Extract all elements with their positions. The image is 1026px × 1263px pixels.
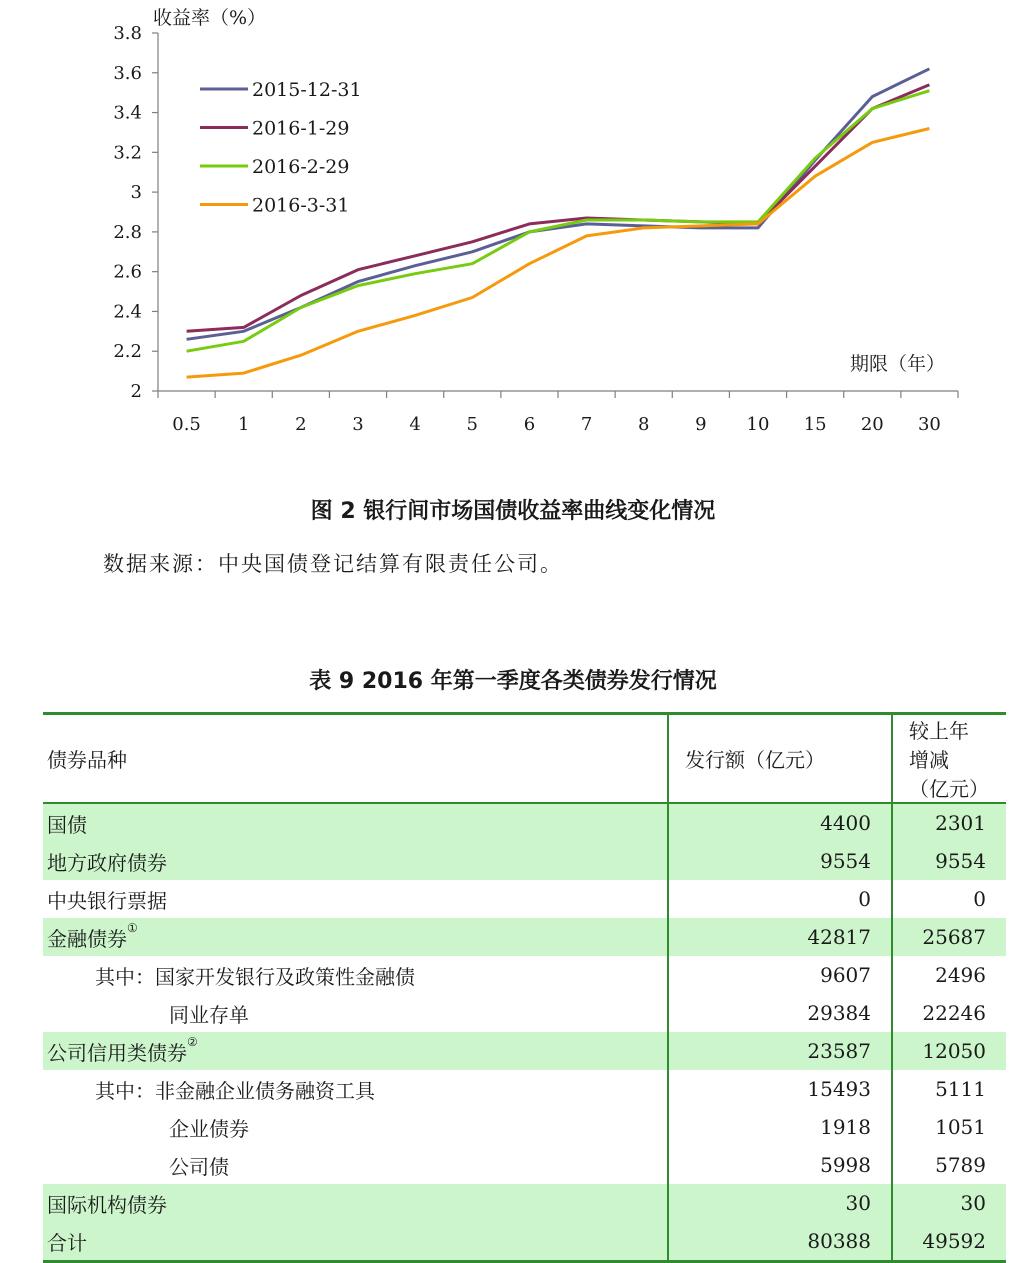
yield-curve-chart: [0, 0, 1026, 470]
row-issue: 29384: [668, 994, 892, 1032]
x-tick-label: 10: [746, 414, 770, 435]
row-change: 22246: [922, 1001, 986, 1025]
header-yoy-change: 较上年增减（亿元）: [909, 719, 989, 801]
row-change: 0: [973, 887, 986, 911]
y-tick-label: 3: [130, 182, 142, 204]
row-issue: 30: [668, 1184, 892, 1222]
row-label: 金融债券①: [43, 918, 668, 956]
row-label: 企业债券: [43, 1108, 668, 1146]
row-label: 其中：非金融企业债务融资工具: [43, 1070, 668, 1108]
legend-label: 2016-2-29: [252, 156, 350, 178]
y-tick-label: 3.2: [113, 142, 142, 164]
table-row: [43, 803, 1006, 842]
y-tick-label: 2: [130, 381, 142, 402]
bond-issuance-table: [43, 712, 1006, 1263]
x-tick-label: 1: [237, 414, 250, 435]
row-issue: 23587: [668, 1032, 892, 1070]
row-label: 公司信用类债券②: [43, 1032, 668, 1070]
table-row: [43, 1108, 1006, 1146]
row-issue: 80388: [668, 1222, 892, 1262]
row-issue: 1918: [668, 1108, 892, 1146]
table-row: [43, 956, 1006, 994]
legend-label: 2015-12-31: [252, 79, 362, 101]
source-note: 数据来源：中央国债登记结算有限责任公司。: [103, 552, 563, 576]
x-tick-label: 6: [523, 414, 536, 435]
row-change: 12050: [892, 1032, 1006, 1070]
x-tick-label: 30: [917, 414, 941, 435]
table-row: [43, 1184, 1006, 1222]
row-label: 国际机构债券: [43, 1184, 668, 1222]
footnote-marker: ①: [127, 920, 138, 935]
row-change: 2496: [935, 963, 986, 987]
row-issue: 42817: [668, 918, 892, 956]
row-change: 30: [892, 1184, 1006, 1222]
y-tick-label: 2.4: [113, 301, 142, 323]
table-row: [43, 994, 1006, 1032]
table-header-row: [43, 714, 1006, 804]
row-label: 国债: [43, 803, 668, 842]
x-axis-title: 期限（年）: [850, 353, 946, 375]
x-tick-label: 8: [637, 414, 650, 435]
table-total-row: [43, 1222, 1006, 1262]
row-issue: 0: [668, 880, 892, 918]
row-change: 9554: [892, 842, 1006, 880]
row-issue: 9607: [668, 956, 892, 994]
header-issue-amount: 发行额（亿元）: [668, 714, 892, 804]
row-label: 公司债: [43, 1146, 668, 1184]
x-tick-label: 0.5: [172, 414, 201, 435]
table-row: [43, 1070, 1006, 1108]
row-change: 1051: [935, 1115, 986, 1139]
table-row: [43, 880, 1006, 918]
row-label: 中央银行票据: [43, 880, 668, 918]
y-tick-label: 2.8: [113, 221, 142, 243]
table-row: [43, 918, 1006, 956]
x-tick-label: 3: [352, 414, 364, 435]
x-tick-label: 5: [466, 414, 479, 435]
x-tick-label: 4: [409, 414, 421, 435]
row-change: 5789: [935, 1153, 986, 1177]
header-bond-type: 债券品种: [43, 714, 668, 804]
y-tick-label: 2.6: [113, 261, 142, 283]
figure-caption: 图 2 银行间市场国债收益率曲线变化情况: [310, 499, 716, 524]
x-tick-label: 20: [860, 414, 884, 435]
row-issue: 15493: [668, 1070, 892, 1108]
row-label: 其中：国家开发银行及政策性金融债: [43, 956, 668, 994]
y-axis-title: 收益率（%）: [153, 7, 267, 29]
table-row: [43, 842, 1006, 880]
row-issue: 9554: [668, 842, 892, 880]
footnote-marker: ②: [187, 1034, 198, 1049]
x-tick-label: 15: [803, 414, 827, 435]
legend-label: 2016-3-31: [252, 194, 350, 217]
row-label: 同业存单: [43, 994, 668, 1032]
row-change: 5111: [935, 1077, 986, 1101]
chart-series-group: [187, 69, 930, 377]
x-tick-label: 7: [580, 414, 593, 435]
table-row: [43, 1146, 1006, 1184]
x-tick-label: 2: [295, 414, 307, 435]
row-label: 地方政府债券: [43, 842, 668, 880]
legend-label: 2016-1-29: [252, 117, 350, 140]
y-tick-label: 2.2: [113, 341, 142, 363]
chart-legend: [200, 79, 362, 217]
y-tick-label: 3.4: [113, 102, 142, 124]
y-tick-label: 3.8: [113, 23, 142, 44]
row-change: 49592: [892, 1222, 1006, 1262]
table-title: 表 9 2016 年第一季度各类债券发行情况: [309, 669, 717, 694]
x-tick-label: 9: [695, 414, 707, 435]
row-change: 2301: [892, 803, 1006, 842]
row-change: 25687: [892, 918, 1006, 956]
row-issue: 5998: [668, 1146, 892, 1184]
table-row: [43, 1032, 1006, 1070]
row-label: 合计: [43, 1222, 668, 1262]
y-tick-label: 3.6: [113, 62, 142, 84]
row-issue: 4400: [668, 803, 892, 842]
